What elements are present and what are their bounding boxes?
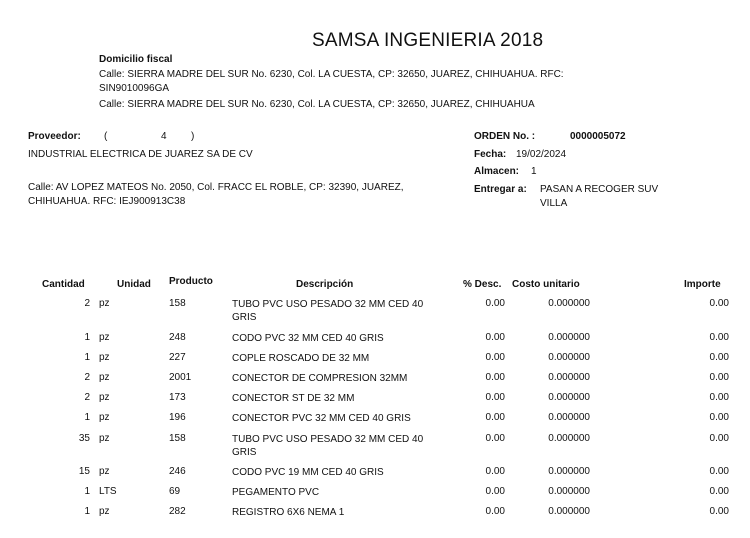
order-deliver-line-1: PASAN A RECOGER SUV bbox=[540, 184, 659, 195]
row-unit-cost: 0.000000 bbox=[548, 332, 590, 343]
row-unit-cost: 0.000000 bbox=[548, 392, 590, 403]
row-amount: 0.00 bbox=[709, 392, 729, 403]
row-unit-cost: 0.000000 bbox=[548, 506, 590, 517]
row-unit: pz bbox=[99, 506, 110, 517]
row-quantity: 1 bbox=[84, 412, 90, 423]
row-quantity: 35 bbox=[78, 433, 90, 444]
order-warehouse-value: 1 bbox=[531, 166, 537, 177]
row-unit-cost: 0.000000 bbox=[548, 466, 590, 477]
supplier-address-line-2: CHIHUAHUA. RFC: IEJ900913C38 bbox=[28, 196, 186, 207]
row-amount: 0.00 bbox=[709, 298, 729, 309]
supplier-name: INDUSTRIAL ELECTRICA DE JUAREZ SA DE CV bbox=[28, 149, 253, 160]
header-product: Producto bbox=[169, 276, 213, 287]
header-description: Descripción bbox=[296, 279, 354, 290]
row-description: CODO PVC 19 MM CED 40 GRIS bbox=[232, 467, 384, 478]
row-discount: 0.00 bbox=[485, 466, 505, 477]
header-unit-cost: Costo unitario bbox=[512, 279, 580, 290]
row-quantity: 1 bbox=[84, 506, 90, 517]
row-unit: pz bbox=[99, 433, 110, 444]
supplier-paren-open: ( bbox=[104, 131, 108, 142]
row-description: CONECTOR ST DE 32 MM bbox=[232, 393, 355, 404]
row-unit-cost: 0.000000 bbox=[548, 433, 590, 444]
row-unit-cost: 0.000000 bbox=[548, 372, 590, 383]
row-discount: 0.00 bbox=[485, 392, 505, 403]
row-unit: pz bbox=[99, 298, 110, 309]
row-quantity: 1 bbox=[84, 352, 90, 363]
row-description: REGISTRO 6X6 NEMA 1 bbox=[232, 507, 345, 518]
order-warehouse-label: Almacen: bbox=[474, 166, 520, 177]
row-amount: 0.00 bbox=[709, 506, 729, 517]
row-unit: LTS bbox=[99, 486, 117, 497]
row-discount: 0.00 bbox=[485, 298, 505, 309]
row-product: 2001 bbox=[169, 372, 192, 383]
row-product: 227 bbox=[169, 352, 186, 363]
header-discount: % Desc. bbox=[463, 279, 502, 290]
order-deliver-line-2: VILLA bbox=[540, 198, 568, 209]
row-amount: 0.00 bbox=[709, 466, 729, 477]
row-discount: 0.00 bbox=[485, 506, 505, 517]
header-quantity: Cantidad bbox=[42, 279, 85, 290]
row-unit: pz bbox=[99, 466, 110, 477]
row-quantity: 2 bbox=[84, 372, 90, 383]
order-number-value: 0000005072 bbox=[570, 131, 626, 142]
fiscal-line-2: SIN9010096GA bbox=[99, 83, 170, 94]
row-amount: 0.00 bbox=[709, 372, 729, 383]
order-date-label: Fecha: bbox=[474, 149, 507, 160]
row-unit: pz bbox=[99, 332, 110, 343]
row-product: 196 bbox=[169, 412, 186, 423]
row-quantity: 15 bbox=[78, 466, 90, 477]
row-amount: 0.00 bbox=[709, 412, 729, 423]
row-quantity: 2 bbox=[84, 392, 90, 403]
row-unit: pz bbox=[99, 392, 110, 403]
header-amount: Importe bbox=[684, 279, 721, 290]
row-unit-cost: 0.000000 bbox=[548, 352, 590, 363]
row-unit: pz bbox=[99, 412, 110, 423]
row-discount: 0.00 bbox=[485, 372, 505, 383]
supplier-number: 4 bbox=[161, 131, 167, 142]
row-product: 69 bbox=[169, 486, 181, 497]
row-unit-cost: 0.000000 bbox=[548, 486, 590, 497]
row-amount: 0.00 bbox=[709, 332, 729, 343]
row-discount: 0.00 bbox=[485, 332, 505, 343]
row-quantity: 2 bbox=[84, 298, 90, 309]
row-description: TUBO PVC USO PESADO 32 MM CED 40 GRIS bbox=[232, 299, 424, 323]
row-unit: pz bbox=[99, 352, 110, 363]
row-discount: 0.00 bbox=[485, 412, 505, 423]
company-title: SAMSA INGENIERIA 2018 bbox=[312, 30, 544, 51]
row-product: 282 bbox=[169, 506, 186, 517]
order-date-value: 19/02/2024 bbox=[516, 149, 567, 160]
row-product: 158 bbox=[169, 298, 186, 309]
row-amount: 0.00 bbox=[709, 352, 729, 363]
header-unit: Unidad bbox=[117, 279, 151, 290]
row-discount: 0.00 bbox=[485, 486, 505, 497]
order-number-label: ORDEN No. : bbox=[474, 131, 536, 142]
row-unit: pz bbox=[99, 372, 110, 383]
fiscal-label: Domicilio fiscal bbox=[99, 54, 173, 65]
fiscal-line-3: Calle: SIERRA MADRE DEL SUR No. 6230, Col. LA CUESTA, CP: 32650, JUAREZ, CHIHUAHUA bbox=[99, 99, 535, 110]
row-amount: 0.00 bbox=[709, 433, 729, 444]
row-quantity: 1 bbox=[84, 486, 90, 497]
row-amount: 0.00 bbox=[709, 486, 729, 497]
row-discount: 0.00 bbox=[485, 352, 505, 363]
row-unit-cost: 0.000000 bbox=[548, 412, 590, 423]
row-discount: 0.00 bbox=[485, 433, 505, 444]
supplier-label: Proveedor: bbox=[28, 131, 81, 142]
row-product: 158 bbox=[169, 433, 186, 444]
row-description: CONECTOR PVC 32 MM CED 40 GRIS bbox=[232, 413, 411, 424]
row-product: 173 bbox=[169, 392, 186, 403]
supplier-paren-close: ) bbox=[191, 131, 195, 142]
row-unit-cost: 0.000000 bbox=[548, 298, 590, 309]
order-deliver-label: Entregar a: bbox=[474, 184, 527, 195]
row-description: TUBO PVC USO PESADO 32 MM CED 40 GRIS bbox=[232, 434, 424, 458]
fiscal-line-1: Calle: SIERRA MADRE DEL SUR No. 6230, Col. LA CUESTA, CP: 32650, JUAREZ, CHIHUAHUA. RFC: bbox=[99, 69, 564, 80]
row-product: 246 bbox=[169, 466, 186, 477]
row-description: COPLE ROSCADO DE 32 MM bbox=[232, 353, 370, 364]
row-description: CODO PVC 32 MM CED 40 GRIS bbox=[232, 333, 384, 344]
row-quantity: 1 bbox=[84, 332, 90, 343]
row-product: 248 bbox=[169, 332, 186, 343]
row-description: PEGAMENTO PVC bbox=[232, 487, 320, 498]
supplier-address-line-1: Calle: AV LOPEZ MATEOS No. 2050, Col. FRACC EL ROBLE, CP: 32390, JUAREZ, bbox=[28, 182, 404, 193]
row-description: CONECTOR DE COMPRESION 32MM bbox=[232, 373, 408, 384]
